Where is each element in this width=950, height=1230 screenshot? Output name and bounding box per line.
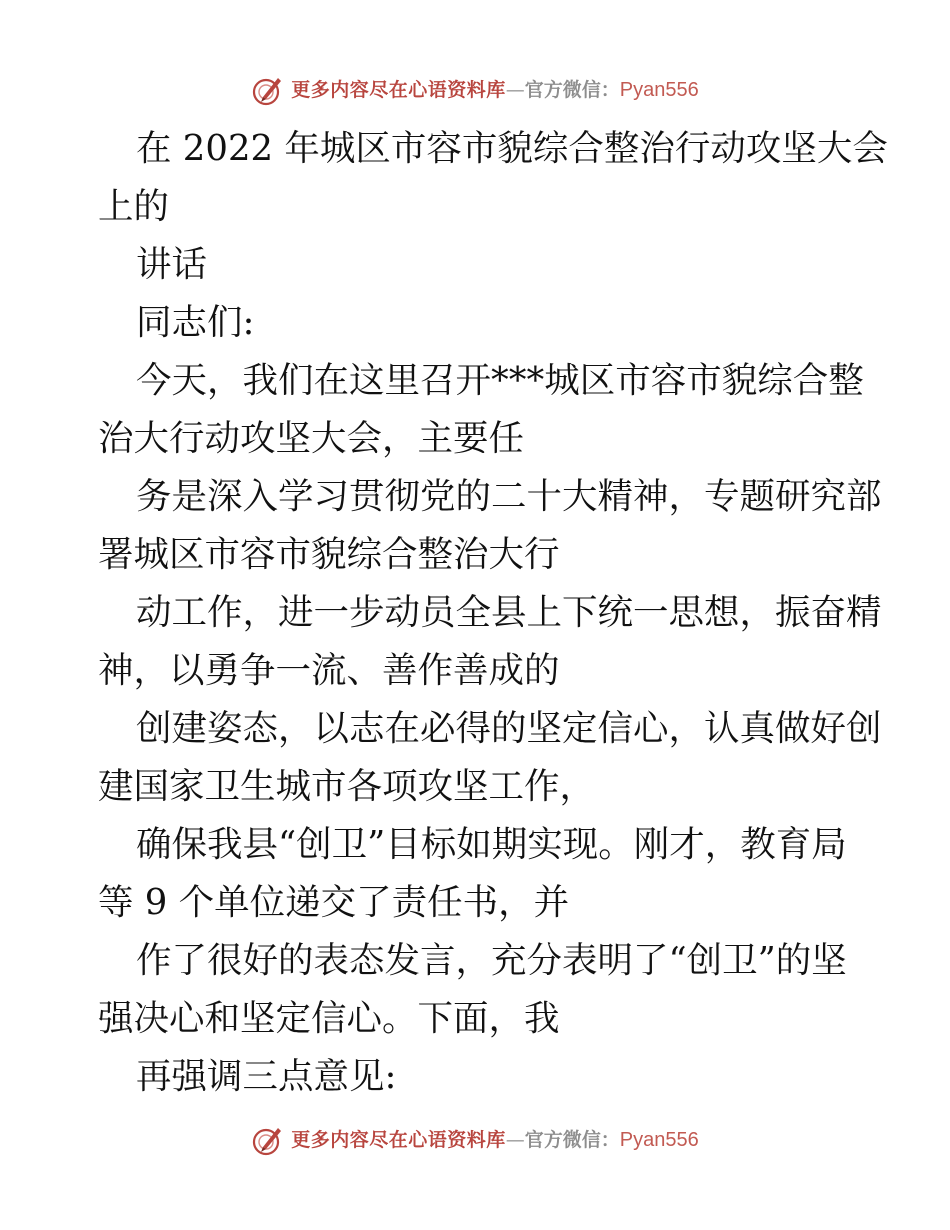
watermark-label: 官方微信： — [524, 78, 620, 101]
text-line: 在 2022 年城区市容市貌综合整治行动攻坚大会 — [136, 128, 888, 169]
header-watermark — [0, 70, 950, 110]
text-line: 务是深入学习贯彻党的二十大精神，专题研究部 — [136, 476, 882, 517]
text-line: 上的 — [98, 186, 170, 227]
text-line: 再强调三点意见: — [136, 1056, 397, 1097]
text-line: 建国家卫生城市各项攻坚工作， — [98, 766, 596, 807]
text-line: 创建姿态，以志在必得的坚定信心，认真做好创 — [136, 708, 882, 749]
quill-pen-logo-icon — [251, 1123, 285, 1157]
watermark-dash: — — [505, 78, 525, 101]
quill-pen-logo-icon — [251, 73, 285, 107]
text-line: 等 9 个单位递交了责任书，并 — [98, 882, 570, 923]
watermark-brand-text: 更多内容尽在心语资料库 — [291, 78, 506, 101]
watermark-dash: — — [505, 1128, 525, 1151]
watermark-brand-text: 更多内容尽在心语资料库 — [291, 1128, 506, 1151]
text-line: 同志们: — [136, 302, 255, 343]
footer-watermark — [0, 1120, 950, 1160]
text-line: 治大行动攻坚大会，主要任 — [98, 418, 525, 459]
text-line: 强决心和坚定信心。下面，我 — [98, 998, 560, 1039]
text-line: 讲话 — [136, 244, 208, 285]
text-line: 作了很好的表态发言，充分表明了“创卫”的坚 — [136, 940, 847, 981]
watermark-label: 官方微信： — [524, 1128, 620, 1151]
document-body — [98, 120, 888, 1106]
text-line: 确保我县“创卫”目标如期实现。刚才，教育局 — [136, 824, 847, 865]
text-line: 署城区市容市貌综合整治大行 — [98, 534, 560, 575]
text-line: 动工作，进一步动员全县上下统一思想，振奋精 — [136, 592, 882, 633]
text-line: 今天，我们在这里召开***城区市容市貌综合整 — [136, 360, 864, 401]
watermark-wechat-id: Pyan556 — [619, 79, 699, 101]
text-line: 神，以勇争一流、善作善成的 — [98, 650, 560, 691]
watermark-wechat-id: Pyan556 — [619, 1129, 699, 1151]
